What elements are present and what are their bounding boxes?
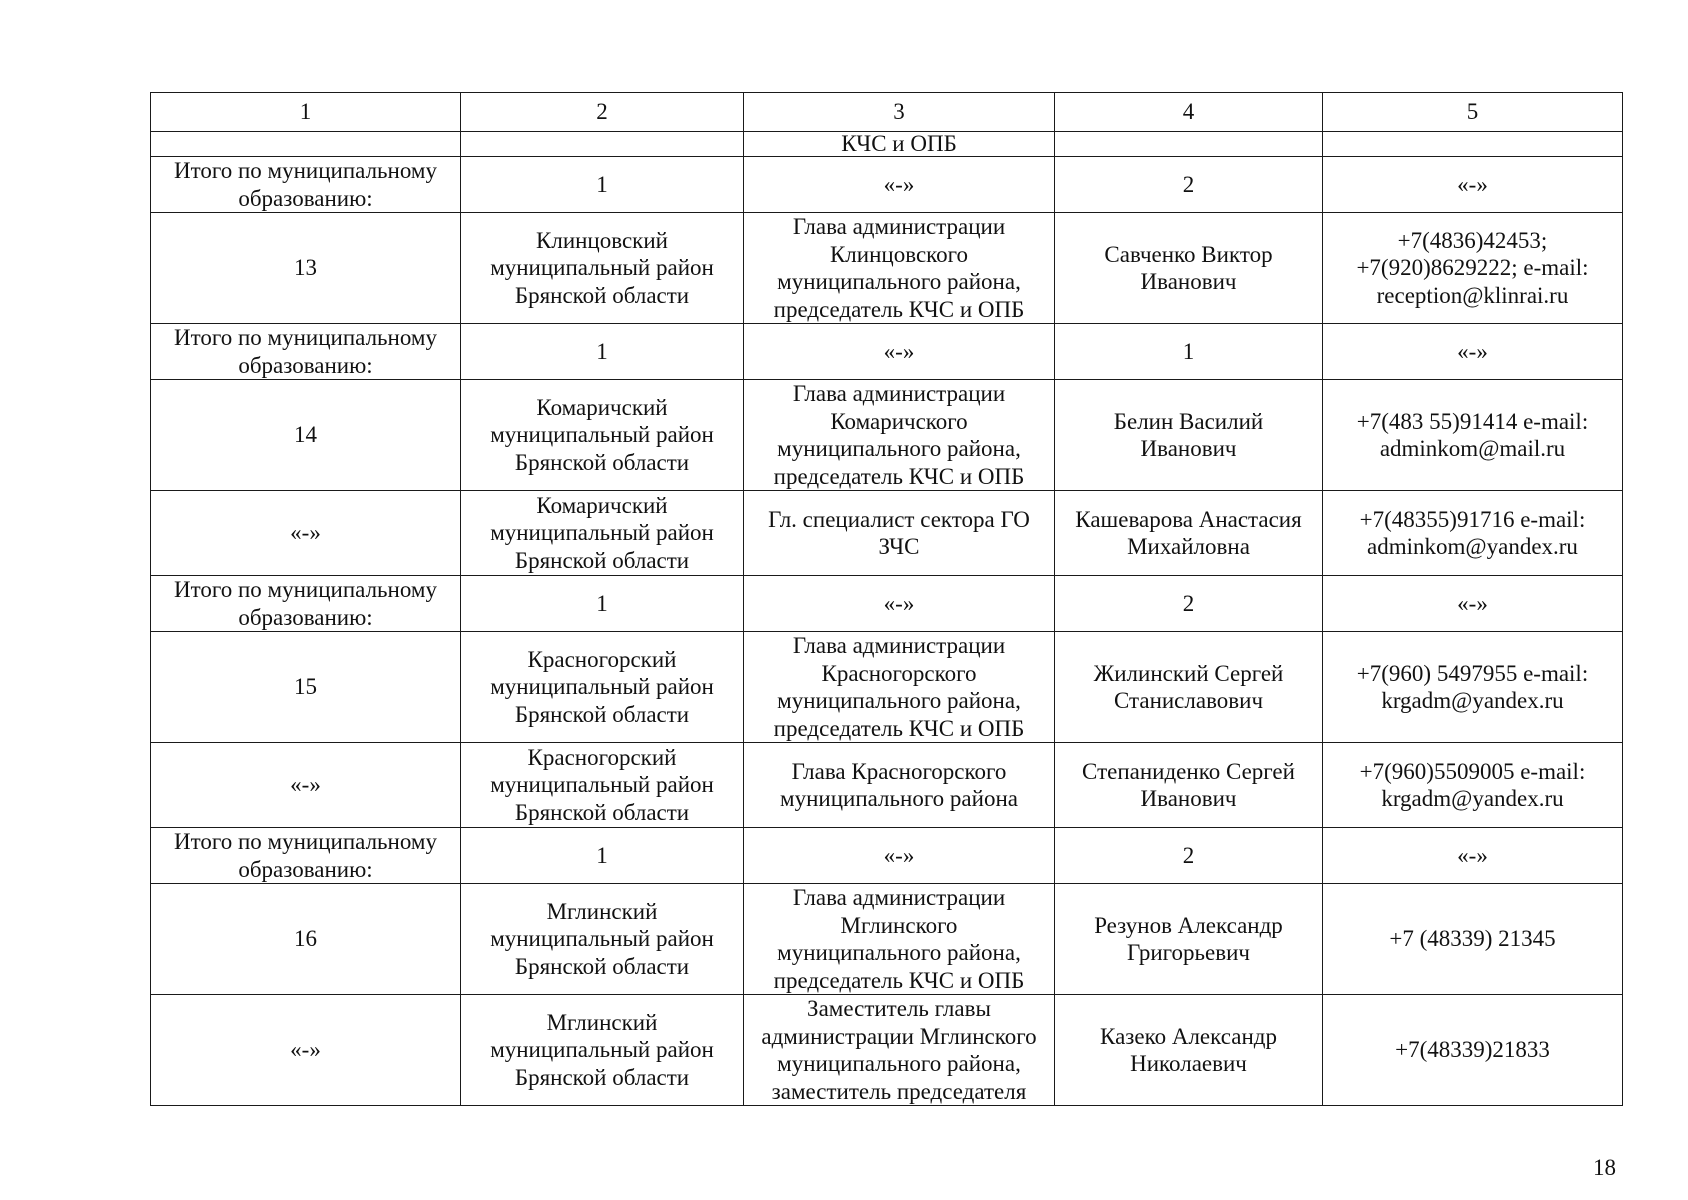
table-cell: Заместитель главы администрации Мглинского муниципального района, заместитель председателя: [744, 995, 1055, 1106]
table-cell: «-»: [151, 743, 461, 828]
table-cell: Мглинский муниципальный район Брянской области: [461, 995, 744, 1106]
table-cell: «-»: [744, 576, 1055, 632]
table-cell: 14: [151, 380, 461, 491]
table-cell: «-»: [151, 995, 461, 1106]
table-cell: Савченко Виктор Иванович: [1055, 213, 1323, 324]
table-cell: «-»: [744, 324, 1055, 380]
table-cell: Клинцовский муниципальный район Брянской области: [461, 213, 744, 324]
table-cell: 1: [1055, 324, 1323, 380]
table-cell: [1323, 132, 1623, 157]
table-cell: +7(4836)42453; +7(920)8629222; e-mail: reception@klinrai.ru: [1323, 213, 1623, 324]
table-cell: Комаричский муниципальный район Брянской области: [461, 491, 744, 576]
table-cell: +7(48339)21833: [1323, 995, 1623, 1106]
table-row: [151, 491, 1623, 576]
table-row: [151, 632, 1623, 743]
table-cell: 1: [461, 828, 744, 884]
page-number: 18: [1593, 1155, 1616, 1180]
table-cell: Казеко Александр Николаевич: [1055, 995, 1323, 1106]
table-cell: Гл. специалист сектора ГО ЗЧС: [744, 491, 1055, 576]
table-row: [151, 743, 1623, 828]
contacts-table: [150, 92, 1623, 1106]
table-cell: [461, 132, 744, 157]
table-row: [151, 884, 1623, 995]
table-cell: Красногорский муниципальный район Брянской области: [461, 743, 744, 828]
table-cell: Итого по муниципальному образованию:: [151, 324, 461, 380]
table-cell: +7(960)5509005 e-mail: krgadm@yandex.ru: [1323, 743, 1623, 828]
table-cell: Итого по муниципальному образованию:: [151, 576, 461, 632]
table-cell: +7(960) 5497955 e-mail: krgadm@yandex.ru: [1323, 632, 1623, 743]
table-cell: +7(48355)91716 e-mail: adminkom@yandex.ru: [1323, 491, 1623, 576]
table-cell: Глава администрации Мглинского муниципального района, председатель КЧС и ОПБ: [744, 884, 1055, 995]
table-cell: +7(483 55)91414 e-mail: adminkom@mail.ru: [1323, 380, 1623, 491]
continuation-row: [151, 132, 1623, 157]
column-number-row: [151, 93, 1623, 132]
table-cell: 2: [1055, 576, 1323, 632]
column-number-cell: 4: [1055, 93, 1323, 132]
table-cell: КЧС и ОПБ: [744, 132, 1055, 157]
table-cell: «-»: [744, 157, 1055, 213]
table-cell: Кашеварова Анастасия Михайловна: [1055, 491, 1323, 576]
table-cell: Мглинский муниципальный район Брянской области: [461, 884, 744, 995]
column-number-cell: 2: [461, 93, 744, 132]
subtotal-row: [151, 157, 1623, 213]
column-number-cell: 5: [1323, 93, 1623, 132]
table-cell: Итого по муниципальному образованию:: [151, 157, 461, 213]
table-cell: 1: [461, 157, 744, 213]
subtotal-row: [151, 324, 1623, 380]
table-cell: «-»: [1323, 576, 1623, 632]
table-cell: Глава администрации Клинцовского муниципального района, председатель КЧС и ОПБ: [744, 213, 1055, 324]
table-row: [151, 380, 1623, 491]
table-cell: 16: [151, 884, 461, 995]
table-cell: [151, 132, 461, 157]
table-cell: 2: [1055, 828, 1323, 884]
table-cell: Глава администрации Комаричского муниципального района, председатель КЧС и ОПБ: [744, 380, 1055, 491]
table-cell: Резунов Александр Григорьевич: [1055, 884, 1323, 995]
table-cell: Степаниденко Сергей Иванович: [1055, 743, 1323, 828]
table-cell: Глава администрации Красногорского муниципального района, председатель КЧС и ОПБ: [744, 632, 1055, 743]
table-cell: Итого по муниципальному образованию:: [151, 828, 461, 884]
table-cell: Красногорский муниципальный район Брянской области: [461, 632, 744, 743]
table-cell: 1: [461, 576, 744, 632]
table-cell: 13: [151, 213, 461, 324]
table-row: [151, 995, 1623, 1106]
table-cell: 2: [1055, 157, 1323, 213]
table-cell: +7 (48339) 21345: [1323, 884, 1623, 995]
table-cell: Глава Красногорского муниципального района: [744, 743, 1055, 828]
table-row: [151, 213, 1623, 324]
table-cell: Белин Василий Иванович: [1055, 380, 1323, 491]
table-cell: «-»: [744, 828, 1055, 884]
table-cell: Жилинский Сергей Станиславович: [1055, 632, 1323, 743]
column-number-cell: 3: [744, 93, 1055, 132]
table-cell: «-»: [1323, 157, 1623, 213]
table-cell: 15: [151, 632, 461, 743]
table-cell: «-»: [1323, 828, 1623, 884]
table-cell: [1055, 132, 1323, 157]
subtotal-row: [151, 576, 1623, 632]
table-cell: 1: [461, 324, 744, 380]
table-body: [151, 93, 1623, 1106]
table-cell: «-»: [1323, 324, 1623, 380]
subtotal-row: [151, 828, 1623, 884]
column-number-cell: 1: [151, 93, 461, 132]
table-cell: Комаричский муниципальный район Брянской области: [461, 380, 744, 491]
table-cell: «-»: [151, 491, 461, 576]
